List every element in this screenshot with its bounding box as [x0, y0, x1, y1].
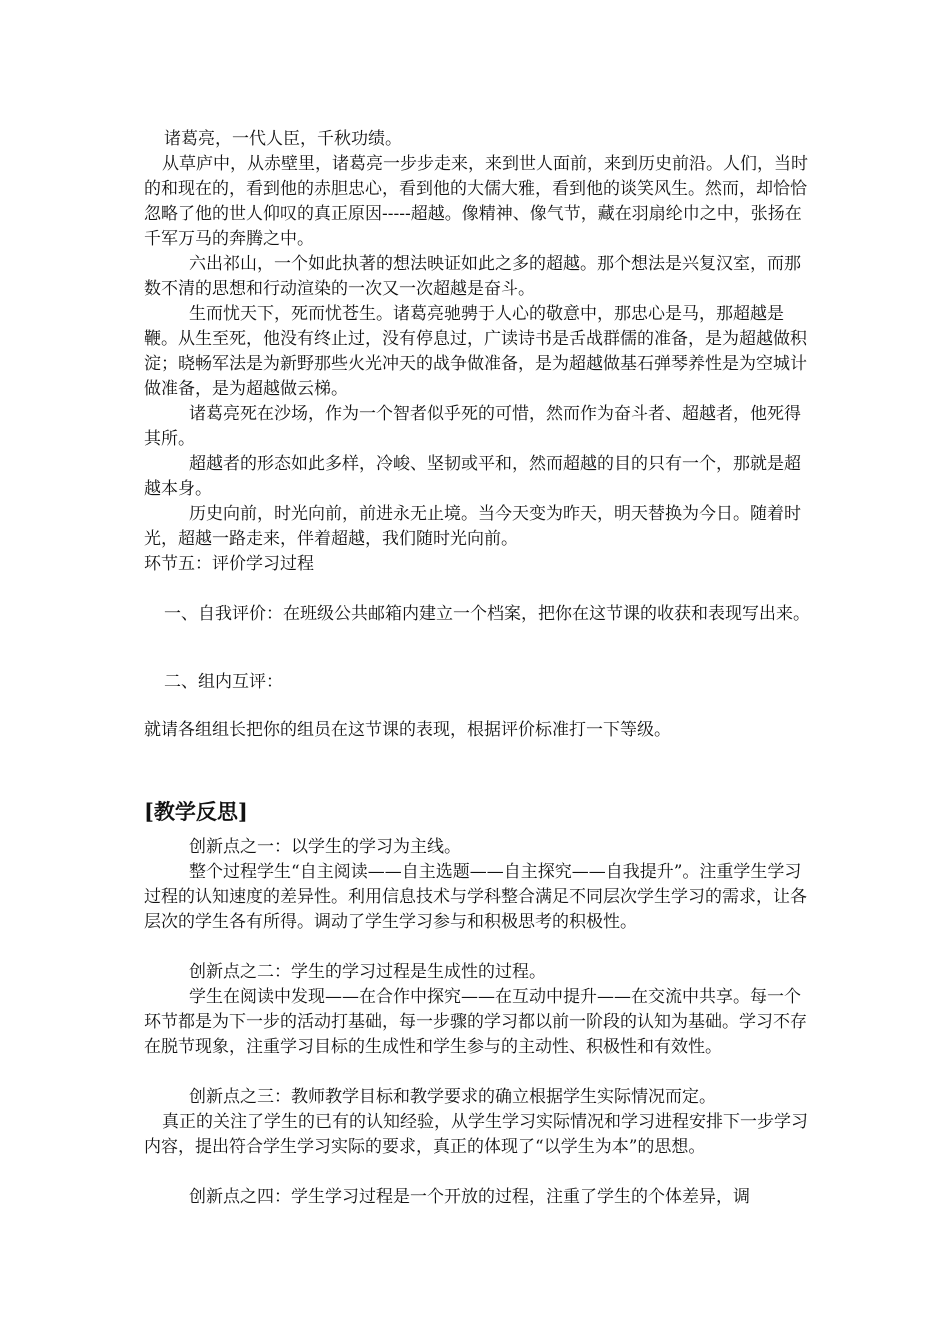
innovation-point-1-text: 整个过程学生“自主阅读——自主选题——自主探究——自我提升”。注重学生学习过程的认知速度的差异性。利用信息技术与学科整合满足不同层次学生学习的需求，让各层次的学生各有所得。调动了学生学习参与和积极思考的积极性。	[144, 862, 807, 932]
peer-evaluation-title: 二、组内互评：	[164, 672, 283, 692]
essay-paragraph-3: 六出祁山，一个如此执著的想法映证如此之多的超越。那个想法是兴复汉室，而那数不清的思想和行动渲染的一次又一次超越是奋斗。	[144, 254, 801, 299]
innovation-point-4-title: 创新点之四：学生学习过程是一个开放的过程，注重了学生的个体差异，调	[189, 1187, 750, 1207]
essay-paragraph-1: 诸葛亮，一代人臣，千秋功绩。	[164, 129, 402, 149]
innovation-point-3-text: 真正的关注了学生的已有的认知经验，从学生学习实际情况和学习进程安排下一步学习内容，提出符合学生学习实际的要求，真正的体现了“以学生为本”的思想。	[144, 1112, 808, 1157]
innovation-point-2-text: 学生在阅读中发现——在合作中探究——在互动中提升——在交流中共享。每一个环节都是为下一步的活动打基础，每一步骤的学习都以前一阶段的认知为基础。学习不存在脱节现象，注重学习目标的生成性和学生参与的主动性、积极性和有效性。	[144, 987, 807, 1057]
essay-paragraph-4: 生而忧天下，死而忧苍生。诸葛亮驰骋于人心的敬意中，那忠心是马，那超越是鞭。从生至死，他没有终止过，没有停息过，广读诗书是舌战群儒的准备，是为超越做积淀；晓畅军法是为新野那些火光冲天的战争做准备，是为超越做基石弹琴养性是为空城计做准备，是为超越做云梯。	[144, 304, 807, 399]
peer-evaluation-text: 就请各组组长把你的组员在这节课的表现，根据评价标准打一下等级。	[144, 720, 671, 740]
essay-paragraph-5: 诸葛亮死在沙场，作为一个智者似乎死的可惜，然而作为奋斗者、超越者，他死得其所。	[144, 404, 801, 449]
innovation-point-1-title: 创新点之一：以学生的学习为主线。	[189, 837, 461, 857]
reflection-heading: [教学反思]	[144, 799, 248, 824]
essay-paragraph-6: 超越者的形态如此多样，冷峻、坚韧或平和，然而超越的目的只有一个，那就是超越本身。	[144, 454, 801, 499]
essay-paragraph-7: 历史向前，时光向前，前进永无止境。当今天变为昨天，明天替换为今日。随着时光，超越一路走来，伴着超越，我们随时光向前。	[144, 504, 801, 549]
section-five-title: 环节五：评价学习过程	[144, 554, 314, 574]
self-evaluation-text: 一、自我评价：在班级公共邮箱内建立一个档案，把你在这节课的收获和表现写出来。	[164, 604, 810, 624]
innovation-point-2-title: 创新点之二：学生的学习过程是生成性的过程。	[189, 962, 546, 982]
innovation-point-3-title: 创新点之三：教师教学目标和教学要求的确立根据学生实际情况而定。	[189, 1087, 716, 1107]
essay-paragraph-2: 从草庐中，从赤壁里，诸葛亮一步步走来，来到世人面前，来到历史前沿。人们，当时的和现在的，看到他的赤胆忠心，看到他的大儒大雅，看到他的谈笑风生。然而，却恰恰忽略了他的世人仰叹的真正原因-----超越。像精神、像气节，藏在羽扇纶巾之中，张扬在千军万马的奔腾之中。	[144, 154, 808, 249]
